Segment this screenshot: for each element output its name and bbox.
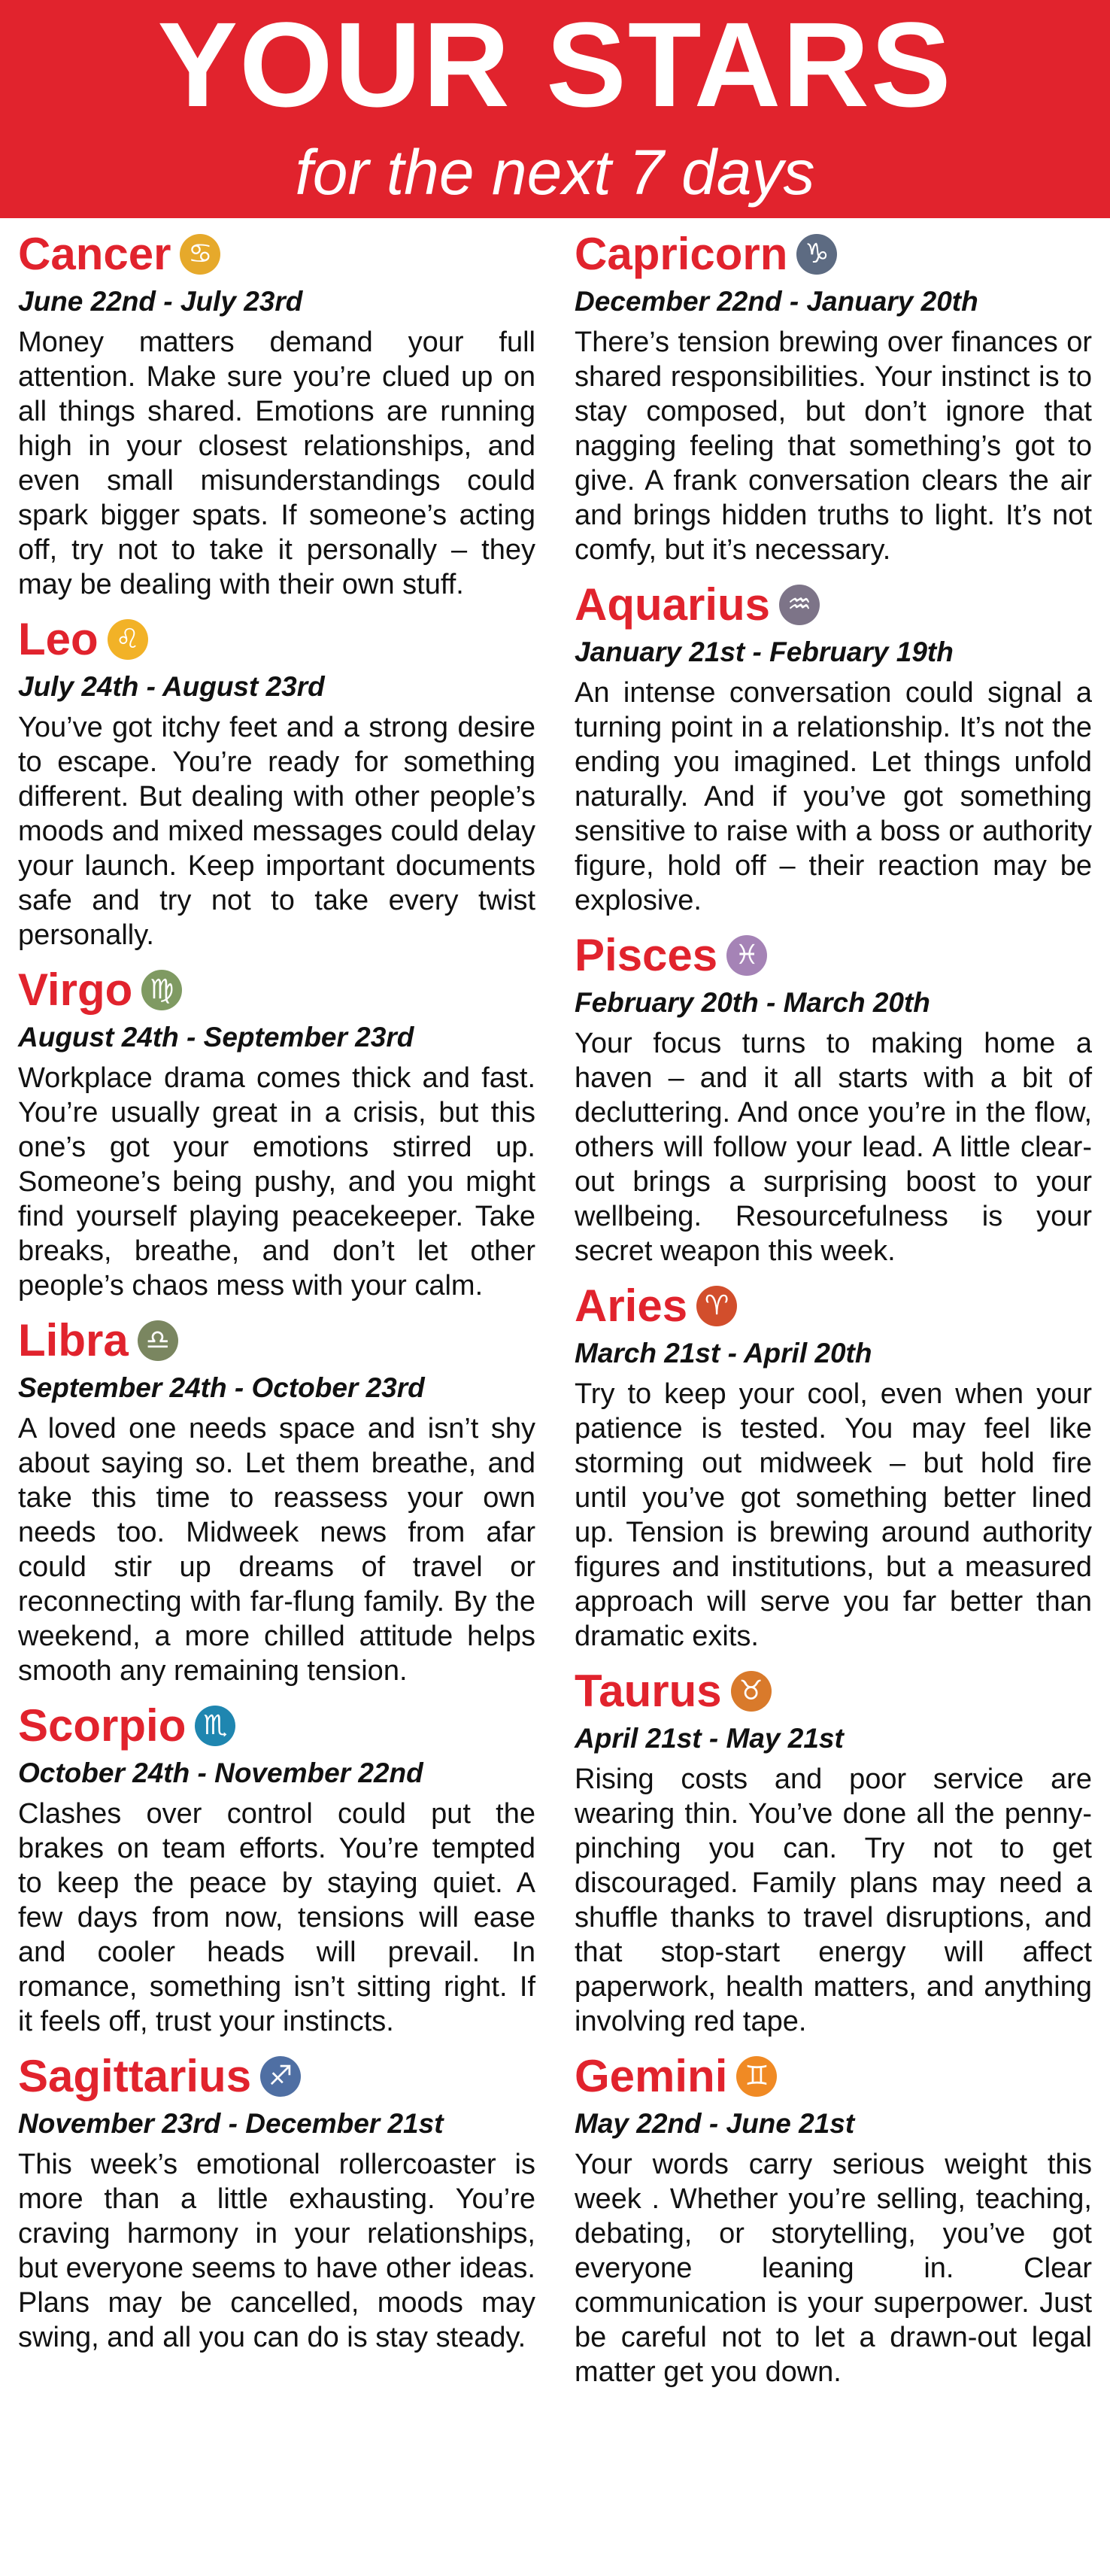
sign-header <box>18 1312 535 1369</box>
sign-header <box>18 1697 535 1754</box>
sign-dates: April 21st - May 21st <box>575 1723 844 1754</box>
sign-name: Leo <box>18 614 99 664</box>
sagittarius-icon: ♐ <box>260 2056 301 2097</box>
sign-dates: August 24th - September 23rd <box>18 1022 414 1053</box>
sign-dates: July 24th - August 23rd <box>18 671 325 702</box>
taurus-icon: ♉ <box>731 1671 772 1712</box>
sign-dates: February 20th - March 20th <box>575 987 930 1018</box>
sign-forecast: A loved one needs space and isn’t shy about saying so. Let them breathe, and take this time to reassess your own needs too. Midweek news from afar could stir up dreams of travel or reconnecting with far-flung family. By the weekend, a more chilled attitude helps smooth any remaining tension. <box>18 1413 535 1687</box>
virgo-icon: ♍ <box>141 970 182 1010</box>
sign-entry <box>575 1277 1092 1654</box>
sign-entry <box>18 961 535 1303</box>
sign-dates: December 22nd - January 20th <box>575 286 978 317</box>
capricorn-icon: ♑ <box>796 234 837 275</box>
sign-forecast: Your focus turns to making home a haven – and it all starts with a bit of decluttering. And once you’re in the flow, others will follow your lead. A little clear-out brings a surprising boost to your wellbeing. Resourcefulness is your secret weapon this week. <box>575 1028 1092 1267</box>
sign-header <box>575 927 1092 984</box>
sign-forecast: Your words carry serious weight this week . Whether you’re selling, teaching, debating, or storytelling, you’ve got everyone leaning in. Clear communication is your superpower. Just be careful not to let a drawn-out legal matter get you down. <box>575 2149 1092 2388</box>
sign-dates: September 24th - October 23rd <box>18 1372 425 1403</box>
aquarius-icon: ♒ <box>779 585 820 625</box>
gemini-icon: ♊ <box>736 2056 777 2097</box>
sign-entry <box>18 611 535 952</box>
sign-name: Aquarius <box>575 579 771 630</box>
scorpio-icon: ♏ <box>195 1706 235 1746</box>
leo-icon: ♌ <box>108 619 148 660</box>
sign-entry <box>18 2048 535 2355</box>
sign-forecast: Rising costs and poor service are wearing thin. You’ve done all the penny-pinching you can. Try not to get discouraged. Family plans may need a shuffle thanks to travel disruptions, and that stop-start energy will affect paperwork, health matters, and anything involving red tape. <box>575 1763 1092 2037</box>
sign-entry <box>575 576 1092 918</box>
sign-entry <box>575 226 1092 567</box>
page-title: YOUR STARS <box>157 0 953 132</box>
sign-dates: November 23rd - December 21st <box>18 2108 444 2139</box>
signs-columns <box>0 226 1110 2398</box>
sign-forecast: There’s tension brewing over finances or shared responsibilities. Your instinct is to stay composed, but don’t ignore that nagging feeling that something’s got to give. A frank conversation clears the air and brings hidden truths to light. It’s not comfy, but it’s necessary. <box>575 327 1092 566</box>
sign-header <box>18 2048 535 2105</box>
sign-name: Virgo <box>18 964 133 1015</box>
sign-forecast: Money matters demand your full attention. Make sure you’re clued up on all things shared. Emotions are running high in your closest relationships, and even small misunderstandings could spark bigger spats. If someone’s acting off, try not to take it personally – they may be dealing with their own stuff. <box>18 327 535 600</box>
pisces-icon: ♓ <box>726 935 767 976</box>
sign-header <box>575 1277 1092 1335</box>
sign-name: Cancer <box>18 229 171 279</box>
sign-forecast: An intense conversation could signal a turning point in a relationship. It’s not the ending you imagined. Let things unfold naturally. And if you’ve got something sensitive to raise with a boss or authority figure, hold off – their reaction may be explosive. <box>575 677 1092 916</box>
sign-header <box>575 1663 1092 1720</box>
sign-name: Libra <box>18 1315 129 1365</box>
sign-name: Scorpio <box>18 1700 187 1751</box>
sign-name: Gemini <box>575 2051 728 2101</box>
sign-dates: October 24th - November 22nd <box>18 1757 423 1788</box>
sign-header <box>575 2048 1092 2105</box>
sign-entry <box>18 1312 535 1688</box>
sign-dates: January 21st - February 19th <box>575 636 954 667</box>
sign-forecast: Try to keep your cool, even when your patience is tested. You may feel like storming out midweek – but hold fire until you’ve got something better lined up. Tension is brewing around authority figures and institutions, but a measured approach will serve you far better than dramatic exits. <box>575 1378 1092 1652</box>
sign-header <box>575 576 1092 633</box>
header-banner <box>0 0 1110 218</box>
sign-name: Capricorn <box>575 229 788 279</box>
sign-header <box>575 226 1092 283</box>
sign-entry <box>575 927 1092 1268</box>
sign-entry <box>18 1697 535 2039</box>
sign-name: Taurus <box>575 1666 722 1716</box>
sign-dates: May 22nd - June 21st <box>575 2108 855 2139</box>
sign-forecast: You’ve got itchy feet and a strong desire to escape. You’re ready for something different. But dealing with other people’s moods and mixed messages could delay your launch. Keep important documents safe and try not to take every twist personally. <box>18 712 535 951</box>
libra-icon: ♎ <box>138 1320 178 1361</box>
sign-dates: March 21st - April 20th <box>575 1338 872 1368</box>
cancer-icon: ♋ <box>180 234 220 275</box>
aries-icon: ♈ <box>696 1286 737 1326</box>
sign-entry <box>18 226 535 602</box>
sign-header <box>18 961 535 1019</box>
sign-name: Pisces <box>575 930 718 980</box>
sign-dates: June 22nd - July 23rd <box>18 286 303 317</box>
sign-entry <box>575 1663 1092 2039</box>
sign-forecast: Workplace drama comes thick and fast. You’re usually great in a crisis, but this one’s got your emotions stirred up. Someone’s being pushy, and you might find yourself playing peacekeeper. Take breaks, breathe, and don’t let other people’s chaos mess with your calm. <box>18 1062 535 1302</box>
left-column <box>18 226 535 2398</box>
sign-header <box>18 226 535 283</box>
sign-forecast: Clashes over control could put the brakes on team efforts. You’re tempted to keep the peace by staying quiet. A few days from now, tensions will ease and cooler heads will prevail. In romance, something isn’t sitting right. If it feels off, trust your instincts. <box>18 1798 535 2037</box>
sign-forecast: This week’s emotional rollercoaster is more than a little exhausting. You’re craving harmony in your relationships, but everyone seems to have other ideas. Plans may be cancelled, moods may swing, and all you can do is stay steady. <box>18 2149 535 2353</box>
right-column <box>575 226 1092 2398</box>
sign-name: Sagittarius <box>18 2051 252 2101</box>
sign-entry <box>575 2048 1092 2389</box>
page-subtitle: for the next 7 days <box>295 137 815 208</box>
sign-name: Aries <box>575 1280 688 1331</box>
sign-header <box>18 611 535 668</box>
